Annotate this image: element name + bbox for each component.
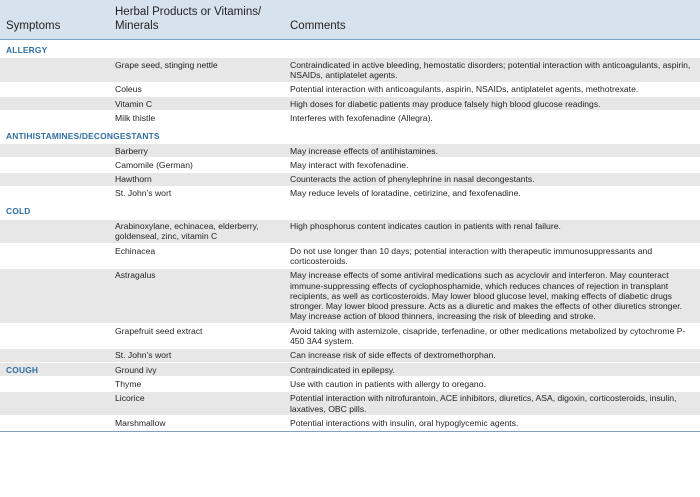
- comment-cell: May increase effects of some antiviral medications such as acyclovir and interferon. May counteract immune-suppressing effects of cyclophosphamide, which reduces chances of rejection in transplant recipients, as well as corticosteroids. May lower blood glucose level, making effects of diabetic drugs stronger. May lower blood pressure. Acts as a diuretic and makes the effects of other diuretics stronger. May increase action of blood thinners, increasing the risk of bleeding and stroke.: [288, 268, 700, 323]
- header-row: [0, 0, 700, 40]
- symptom-cell: [0, 416, 113, 430]
- category-label: COUGH: [0, 363, 113, 377]
- symptom-cell: [0, 58, 113, 82]
- comment-cell: May increase effects of antihistamines.: [288, 144, 700, 158]
- table-row: [0, 97, 700, 111]
- comment-cell: Contraindicated in epilepsy.: [288, 363, 700, 377]
- product-cell: Milk thistle: [113, 111, 288, 125]
- table-row: [0, 220, 700, 244]
- product-cell: Coleus: [113, 82, 288, 96]
- symptom-cell: [0, 97, 113, 111]
- header-comments: Comments: [290, 19, 346, 32]
- symptom-cell: [0, 220, 113, 244]
- category-label: COLD: [0, 201, 700, 220]
- table-row: [0, 363, 700, 377]
- table-row: [0, 324, 700, 349]
- table-row: [0, 111, 700, 125]
- product-cell: Marshmallow: [113, 416, 288, 430]
- category-row-antihistamines-decongestants: [0, 125, 700, 144]
- comment-cell: Counteracts the action of phenylephrine in nasal decongestants.: [288, 172, 700, 186]
- product-cell: Astragalus: [113, 268, 288, 323]
- comment-cell: Avoid taking with astemizole, cisapride, terfenadine, or other medications metabolized by cytochrome P-450 3A4 system.: [288, 324, 700, 349]
- comment-cell: Use with caution in patients with allergy to oregano.: [288, 377, 700, 391]
- symptom-cell: [0, 158, 113, 172]
- table-row: [0, 244, 700, 269]
- symptom-cell: [0, 186, 113, 200]
- product-cell: Barberry: [113, 144, 288, 158]
- table-row: [0, 158, 700, 172]
- table-row: [0, 377, 700, 391]
- table-row: [0, 58, 700, 82]
- comment-cell: Potential interactions with insulin, oral hypoglycemic agents.: [288, 416, 700, 430]
- product-cell: Grape seed, stinging nettle: [113, 58, 288, 82]
- product-cell: Vitamin C: [113, 97, 288, 111]
- symptom-cell: [0, 348, 113, 362]
- comment-cell: Interferes with fexofenadine (Allegra).: [288, 111, 700, 125]
- product-cell: Thyme: [113, 377, 288, 391]
- table-row: [0, 172, 700, 186]
- symptom-cell: [0, 377, 113, 391]
- table-row: [0, 82, 700, 96]
- table-row: [0, 348, 700, 362]
- symptom-cell: [0, 391, 113, 416]
- header-products: Herbal Products or Vitamins/ Minerals: [115, 6, 262, 32]
- comment-cell: Can increase risk of side effects of dextromethorphan.: [288, 348, 700, 362]
- category-row-allergy: [0, 40, 700, 59]
- comment-cell: High doses for diabetic patients may produce falsely high blood glucose readings.: [288, 97, 700, 111]
- product-cell: Grapefruit seed extract: [113, 324, 288, 349]
- comment-cell: May reduce levels of loratadine, cetirizine, and fexofenadine.: [288, 186, 700, 200]
- product-cell: Camomile (German): [113, 158, 288, 172]
- table-row: [0, 268, 700, 323]
- comment-cell: May interact with fexofenadine.: [288, 158, 700, 172]
- table-row: [0, 391, 700, 416]
- comment-cell: High phosphorus content indicates caution in patients with renal failure.: [288, 220, 700, 244]
- product-cell: Ground ivy: [113, 363, 288, 377]
- symptom-cell: [0, 244, 113, 269]
- symptom-cell: [0, 82, 113, 96]
- comment-cell: Contraindicated in active bleeding, hemostatic disorders; potential interaction with anticoagulants, aspirin, NSAIDs, antiplatelet agents.: [288, 58, 700, 82]
- product-cell: Hawthorn: [113, 172, 288, 186]
- category-label: ALLERGY: [0, 40, 700, 59]
- product-cell: Licorice: [113, 391, 288, 416]
- category-label: ANTIHISTAMINES/DECONGESTANTS: [0, 125, 700, 144]
- table-row: [0, 144, 700, 158]
- category-row-cold: [0, 201, 700, 220]
- table-row: [0, 186, 700, 200]
- comment-cell: Do not use longer than 10 days; potential interaction with therapeutic immunosuppressants and corticosteroids.: [288, 244, 700, 269]
- symptom-cell: [0, 144, 113, 158]
- product-cell: Echinacea: [113, 244, 288, 269]
- comment-cell: Potential interaction with nitrofurantoin, ACE inhibitors, diuretics, ASA, digoxin, corticosteroids, insulin, laxatives, OBC pills.: [288, 391, 700, 416]
- symptom-cell: [0, 172, 113, 186]
- table-body: [0, 40, 700, 431]
- symptom-cell: [0, 268, 113, 323]
- product-cell: St. John’s wort: [113, 186, 288, 200]
- table-bottom-rule: [0, 431, 700, 432]
- product-cell: Arabinoxylane, echinacea, elderberry, goldenseal, zinc, vitamin C: [113, 220, 288, 244]
- symptom-cell: [0, 324, 113, 349]
- comment-cell: Potential interaction with anticoagulants, aspirin, NSAIDs, antiplatelet agents, methotrexate.: [288, 82, 700, 96]
- symptom-cell: [0, 111, 113, 125]
- header-symptoms: Symptoms: [6, 19, 61, 32]
- table-row: [0, 416, 700, 430]
- product-cell: St. John’s wort: [113, 348, 288, 362]
